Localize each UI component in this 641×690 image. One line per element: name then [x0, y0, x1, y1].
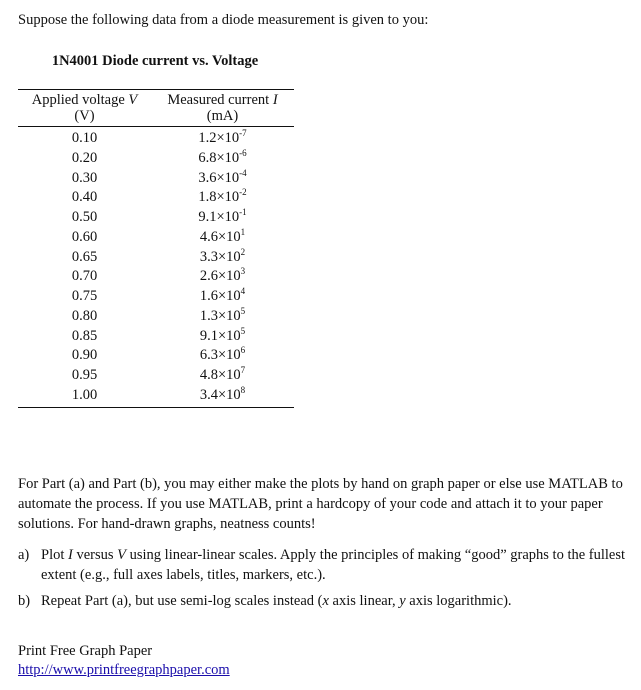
current-exponent: 1 — [240, 226, 246, 237]
current-mantissa: 1.6×10 — [199, 288, 241, 304]
voltage-cell: 0.95 — [71, 367, 98, 383]
question-b-mid: axis linear, — [328, 593, 400, 609]
current-mantissa: 6.8×10 — [198, 149, 240, 166]
voltage-cell: 0.75 — [71, 288, 98, 304]
current-exponent: 8 — [240, 384, 246, 395]
voltage-cell: 0.90 — [71, 347, 98, 364]
table-row — [18, 188, 294, 208]
current-cell — [151, 346, 294, 366]
table-row — [18, 327, 294, 347]
question-b-var1: x — [322, 593, 329, 609]
current-mantissa: 3.6×10 — [198, 169, 240, 186]
current-cell — [151, 208, 294, 228]
current-mantissa: 9.1×10 — [199, 327, 241, 344]
question-a-var2: V — [117, 547, 127, 563]
voltage-cell: 0.65 — [71, 248, 98, 265]
question-b-pre: Repeat Part (a), but use semi-log scales instead ( — [41, 593, 323, 609]
voltage-header-var: V — [128, 92, 138, 108]
table-row — [18, 129, 294, 149]
current-header-var: I — [272, 92, 278, 108]
table-body — [18, 127, 294, 407]
current-exponent: 2 — [240, 246, 246, 257]
intro-text: Suppose the following data from a diode measurement is given to you: — [18, 12, 429, 28]
current-cell — [151, 386, 294, 406]
footer-label: Print Free Graph Paper — [18, 643, 153, 659]
current-exponent: 6 — [240, 345, 246, 356]
question-a-mid: versus — [72, 547, 118, 563]
current-cell — [151, 287, 294, 307]
question-list — [18, 545, 633, 617]
table-row — [18, 366, 294, 386]
table-row — [18, 287, 294, 307]
footer — [18, 642, 230, 680]
voltage-column-header — [18, 90, 151, 124]
table-header — [18, 90, 294, 127]
voltage-header-unit: (V) — [74, 108, 95, 124]
current-mantissa: 6.3×10 — [199, 347, 241, 364]
instructions-paragraph: For Part (a) and Part (b), you may either make the plots by hand on graph paper or else use MATLAB to automate the process. If you use MATLAB, print a hardcopy of your code and attach it to your paper solutions. For hand-drawn graphs, neatness counts! — [18, 476, 623, 532]
voltage-cell: 0.80 — [71, 307, 98, 324]
current-exponent: -4 — [239, 167, 247, 178]
voltage-cell: 0.10 — [71, 130, 98, 146]
question-a-marker: a) — [18, 547, 30, 563]
question-a — [18, 545, 633, 585]
current-mantissa: 1.2×10 — [198, 130, 240, 146]
current-cell — [151, 267, 294, 287]
voltage-cell: 0.30 — [71, 169, 98, 186]
voltage-cell: 0.70 — [71, 268, 98, 285]
voltage-cell: 0.20 — [71, 149, 98, 166]
voltage-header-label: Applied voltage — [31, 92, 129, 108]
table-row — [18, 267, 294, 287]
current-mantissa: 1.8×10 — [198, 189, 240, 206]
table-row — [18, 248, 294, 268]
current-exponent: -1 — [239, 207, 247, 217]
current-cell — [151, 307, 294, 327]
current-cell — [151, 188, 294, 208]
graph-paper-link[interactable]: http://www.printfreegraphpaper.com — [18, 662, 230, 678]
question-b-marker: b) — [18, 593, 31, 609]
current-cell — [151, 366, 294, 386]
current-mantissa: 9.1×10 — [198, 209, 240, 225]
current-exponent: -2 — [239, 187, 247, 198]
current-mantissa: 3.4×10 — [199, 386, 241, 403]
current-exponent: 7 — [240, 365, 246, 375]
question-a-text — [41, 545, 633, 585]
current-cell — [151, 149, 294, 169]
current-cell — [151, 248, 294, 268]
current-exponent: -6 — [239, 147, 247, 158]
current-header-label: Measured current — [167, 92, 273, 108]
table-row — [18, 386, 294, 406]
current-exponent: 5 — [240, 325, 246, 336]
question-a-var1: I — [68, 547, 73, 563]
current-cell — [151, 129, 294, 149]
table-row — [18, 149, 294, 169]
current-mantissa: 2.6×10 — [199, 268, 241, 285]
table-row — [18, 169, 294, 189]
question-a-post: using linear-linear scales. Apply the principles of making “good” graphs to the fullest extent (e.g., full axes labels, titles, markers, etc.). — [41, 547, 626, 583]
data-table — [18, 89, 294, 408]
table-row — [18, 307, 294, 327]
current-cell — [151, 327, 294, 347]
current-exponent: 4 — [240, 286, 246, 296]
current-mantissa: 1.3×10 — [199, 307, 241, 324]
table-title: 1N4001 Diode current vs. Voltage — [51, 53, 259, 69]
voltage-cell: 0.40 — [71, 189, 98, 206]
voltage-cell: 0.60 — [71, 228, 98, 245]
current-column-header — [151, 90, 294, 124]
current-header-unit: (mA) — [206, 108, 239, 124]
voltage-cell: 0.85 — [71, 327, 98, 344]
current-exponent: -7 — [239, 128, 247, 138]
question-b-var2: y — [399, 593, 406, 609]
current-exponent: 3 — [240, 266, 246, 277]
question-a-pre: Plot — [41, 547, 68, 563]
current-mantissa: 4.6×10 — [199, 228, 241, 245]
current-mantissa: 3.3×10 — [199, 248, 241, 265]
question-b — [18, 591, 633, 611]
voltage-cell: 1.00 — [71, 386, 98, 403]
current-cell — [151, 169, 294, 189]
current-mantissa: 4.8×10 — [199, 367, 241, 383]
current-exponent: 5 — [240, 305, 246, 316]
question-b-post: axis logarithmic). — [405, 593, 512, 609]
voltage-cell: 0.50 — [71, 209, 98, 225]
table-row — [18, 208, 294, 228]
question-b-text — [41, 591, 633, 611]
table-row — [18, 228, 294, 248]
table-row — [18, 346, 294, 366]
current-cell — [151, 228, 294, 248]
